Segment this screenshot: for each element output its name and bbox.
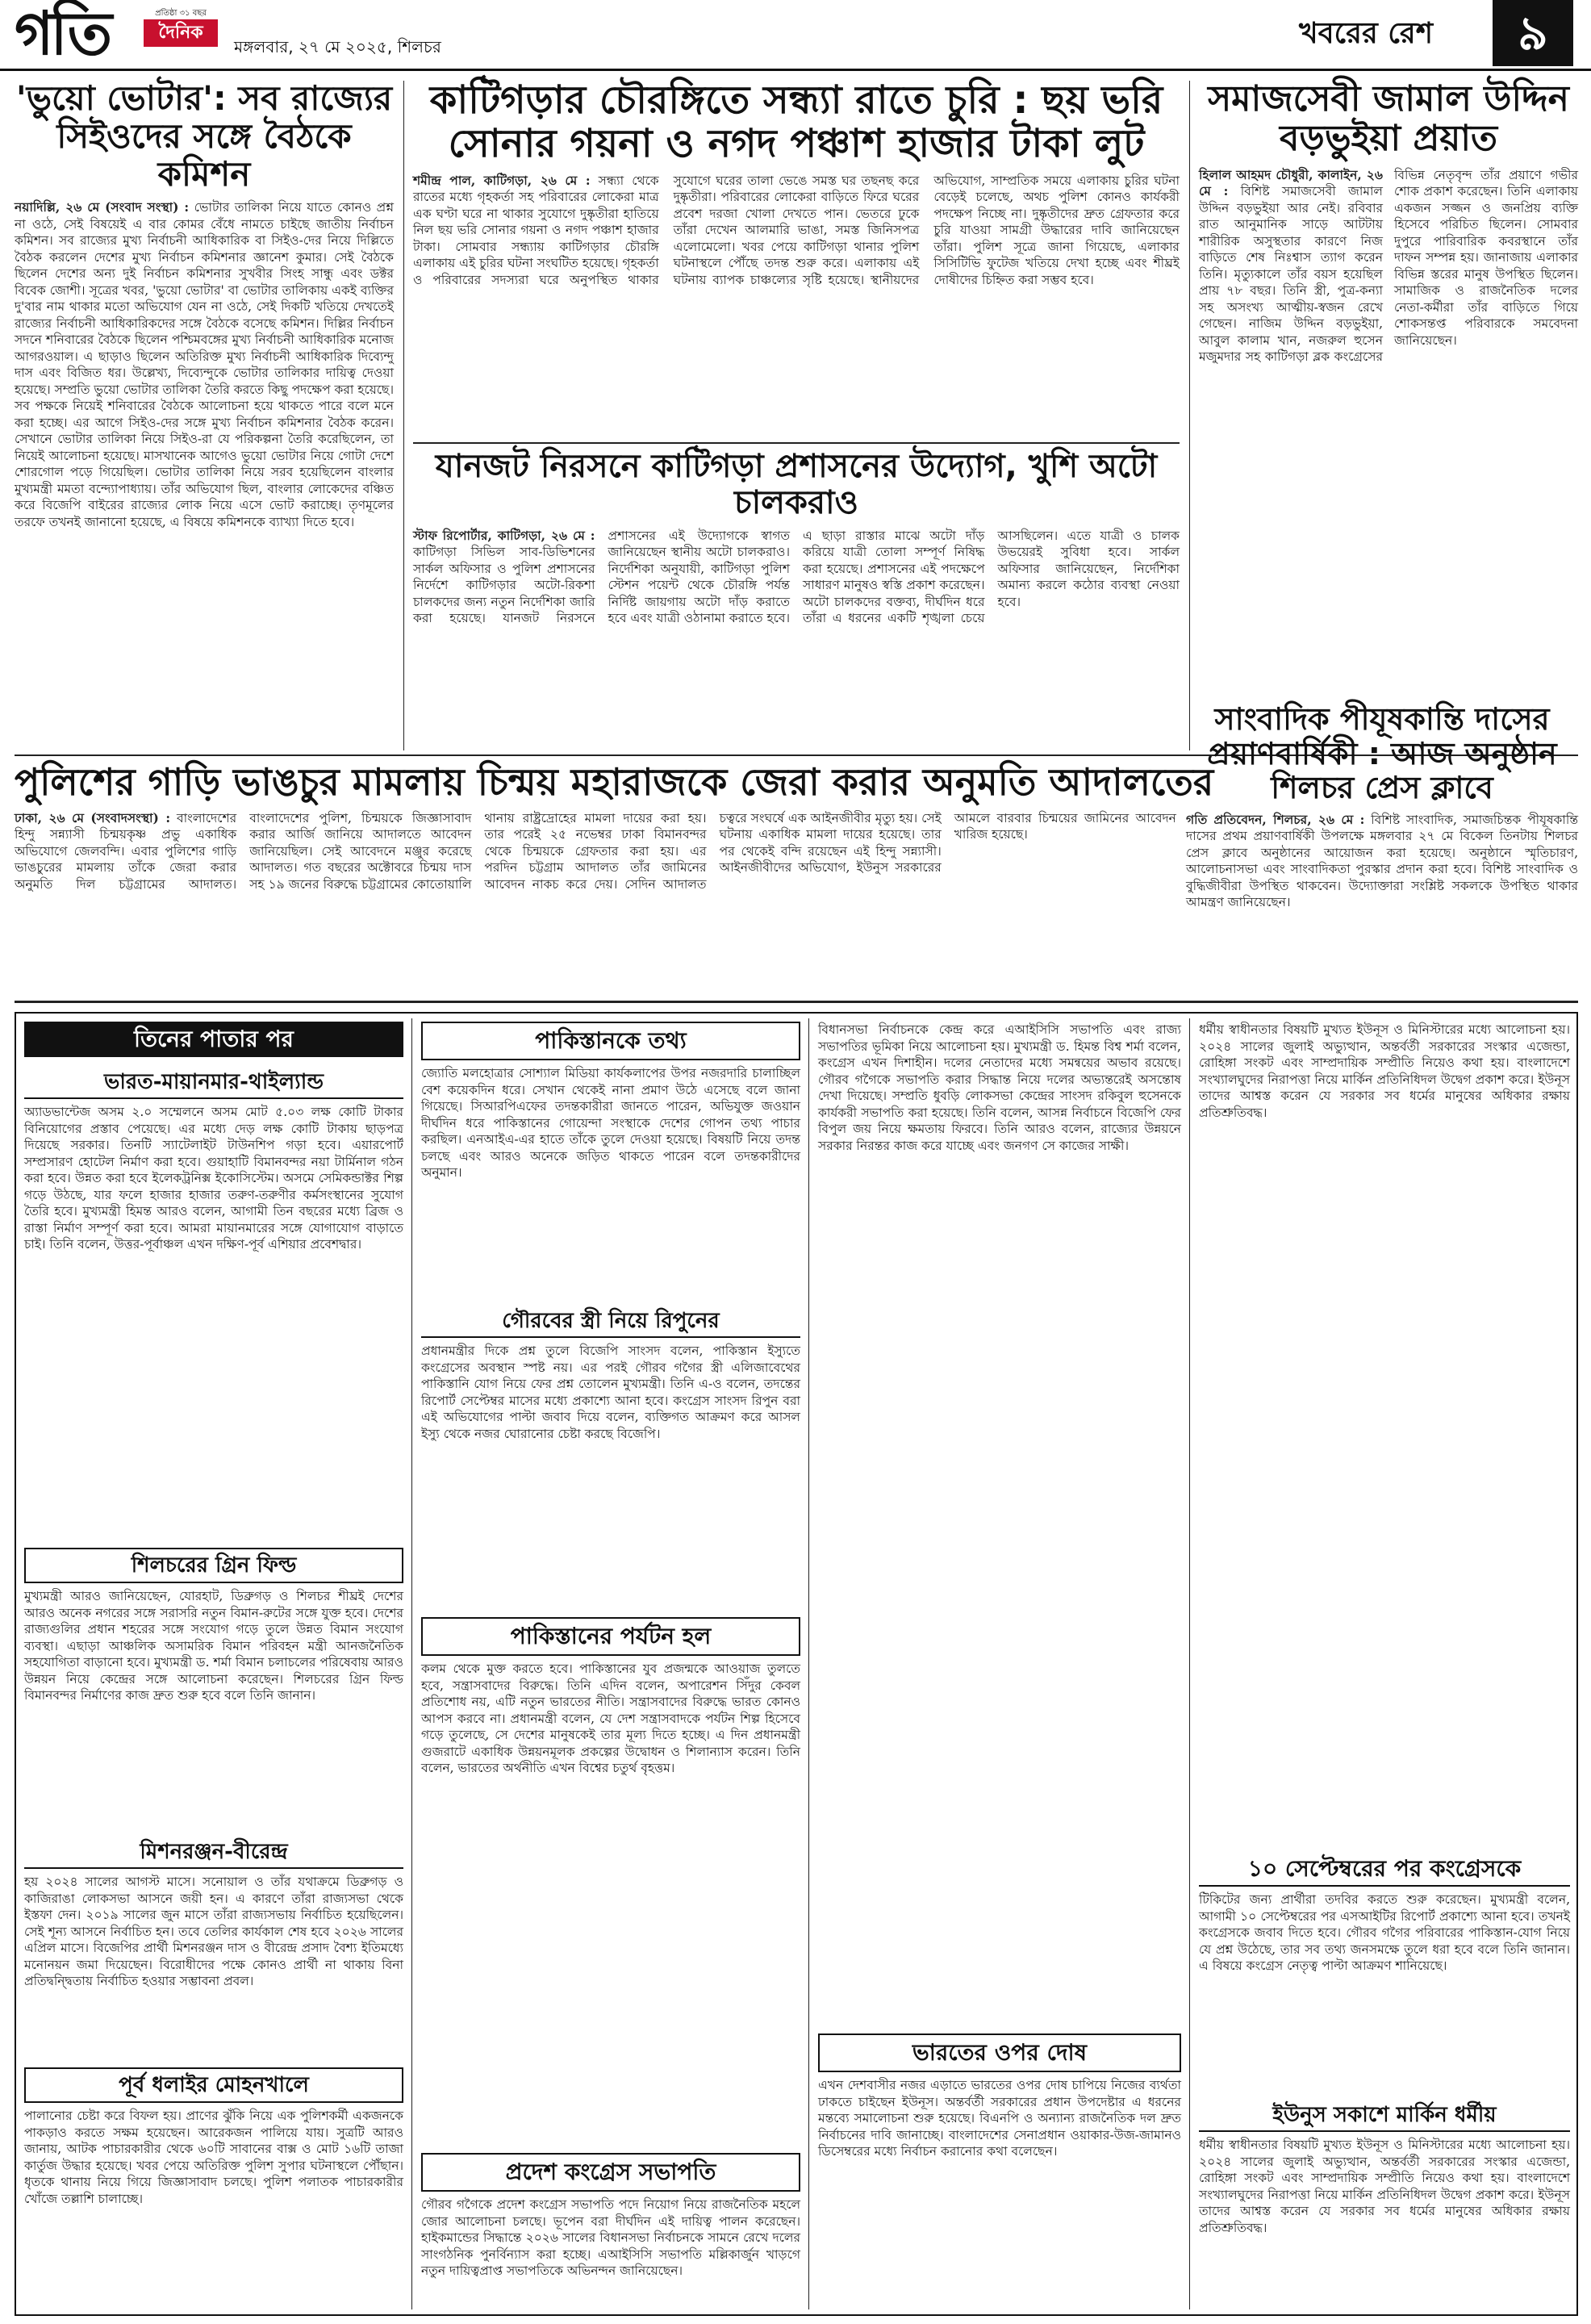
column-rule: [403, 81, 404, 750]
section-body: গৌরব গগৈকে প্রদেশ কংগ্রেস সভাপতি পদে নিয়োগ নিয়ে রাজনৈতিক মহলে জোর আলোচনা চলছে। ভূপেন বরা দীর্ঘদিন এই দায়িত্ব পালন করেছেন। হাইকমান্ডের সিদ্ধান্তে ২০২৬ সালের বিধানসভা নির্বাচনকে সামনে রেখে দলের সাংগঠনিক পুনর্বিন্যাস করা হচ্ছে। এআইসিসি সভাপতি মল্লিকার্জুন খাড়গে নতুন দায়িত্বপ্রাপ্ত সভাপতিকে অভিনন্দন জানিয়েছেন।: [421, 2197, 800, 2278]
continuation-col-3: [818, 1022, 1181, 2309]
newspaper-logo: গতি: [15, 0, 110, 69]
continuation-title: তিনের পাতার পর: [24, 1022, 403, 1057]
section-body: জ্যোতি মলহোত্রার সোশ্যাল মিডিয়া কার্যকলাপের উপর নজরদারি চালাচ্ছিল বেশ কয়েকদিন ধরে। সেখান থেকেই নানা প্রমাণ উঠে এসেছে বলে জানা গিয়েছে। সিআরপিএফের তদন্তকারীরা জানতে পারেন, অভিযুক্ত জওয়ান দীর্ঘদিন ধরে পাকিস্তানের গোয়েন্দা সংস্থাকে দেশের গোপন তথ্য পাচার করছিল। এনআইএ-এর হাতে তাঁকে তুলে দেওয়া হয়েছে। বিষয়টি নিয়ে তদন্ত চলছে এবং আরও অনেকে জড়িত থাকতে পারেন বলে তদন্তকারীদের অনুমান।: [421, 1066, 800, 1180]
article-body: [413, 528, 1180, 738]
section-title: খবরের রেশ: [1299, 17, 1433, 50]
brand-tagline: প্রতিষ্ঠা ৩১ বছর: [155, 9, 207, 18]
page-number: ৯: [1493, 0, 1573, 66]
column-rule: [808, 1018, 809, 2309]
article-body: [413, 173, 1180, 415]
article-piyush: [1186, 702, 1578, 996]
brand-block: [144, 8, 218, 61]
body-text: ভোটার তালিকা নিয়ে যাতে কোনও প্রশ্ন না ওঠে, সেই বিষয়েই এ বার কোমর বেঁধে নামতে চাইছে জাতীয় নির্বাচন কমিশন। সব রাজ্যের মুখ্য নির্বাচনী আধিকারিক বা সিইও-দের নিয়ে দিল্লিতে বৈঠক করলেন দেশের মুখ্য নির্বাচন কমিশনার জ্ঞানেশ কুমার। সেই বৈঠকে ছিলেন দেশের অন্য দুই নির্বাচন কমিশনার সুখবীর সিংহ সান্ধু এবং ডক্টর বিবেক জোশী। সূত্রের খবর, 'ভুয়ো ভোটার' বা ভোটার তালিকায় একই ব্যক্তির দু'বার নাম থাকার মতো অভিযোগ যেন না ওঠে, সেই দিকটি খতিয়ে দেখতেই রাজ্যের নির্বাচনী আধিকারিকদের সঙ্গে বৈঠকে বসেছে কমিশন। দিল্লির নির্বাচন সদনে শনিবারের বৈঠকে ছিলেন পশ্চিমবঙ্গের মুখ্য নির্বাচনী আধিকারিক মনোজ আগরওয়াল। এ ছাড়াও ছিলেন অতিরিক্ত মুখ্য নির্বাচনী আধিকারিক দিব্যেন্দু দাস এবং বিজিত ধর। উল্লেখ্য, দিব্যেন্দুকে ভোটার তালিকার দায়িত্ব দেওয়া হয়েছে। সম্প্রতি ভুয়ো ভোটার তালিকা তৈরি করতে কিছু পদক্ষেপ করা হয়েছে। সব পক্ষকে নিয়েই শনিবারের বৈঠকে আলোচনা হয়ে থাকতে পারে বলে মনে করা হচ্ছে। এর আগে সিইও-দের সঙ্গে মুখ্য নির্বাচন কমিশনার বৈঠক করেন। সেখানে ভোটার তালিকা নিয়ে সিইও-রা যে পরিকল্পনা তৈরি করেছিলেন, তা নিয়েই আলোচনা হয়েছে। মাসখানেক আগেও ভুয়ো ভোটার নিয়ে গোটা দেশে শোরগোল পড়ে গিয়েছিল। ভোটার তালিকা নিয়ে সরব হয়েছিলেন বাংলার মুখ্যমন্ত্রী মমতা বন্দ্যোপাধ্যায়। তাঁর অভিযোগ ছিল, বাংলার লোকেদের বঞ্চিত করে বিজেপি বাইরের রাজ্যের লোক নিয়ে এসে ভোট করাচ্ছে। তৃণমূলের তরফে তখনই জানানো হয়েছে, এ বিষয়ে কমিশনকে ব্যাখ্যা দিতে হবে।: [15, 200, 395, 529]
section-body: মুখ্যমন্ত্রী আরও জানিয়েছেন, যোরহাট, ডিব্রুগড় ও শিলচর শীঘ্রই দেশের আরও অনেক নগরের সঙ্গে সরাসরি নতুন বিমান-রুটের সঙ্গে যুক্ত হবে। দেশের রাজ্যগুলির প্রধান শহরের সঙ্গে সংযোগ গড়ে তুলে উন্নত বিমান সংযোগ ব্যবস্থা। এছাড়া আঞ্চলিক অসামরিক বিমান পরিবহন মন্ত্রী আনজনৈতিক সহযোগিতা বাড়ানো হবে। মুখ্যমন্ত্রী ড. শর্মা বিমান চলাচলের পরিষেবায় আরও উন্নয়ন নিয়ে কেন্দ্রের সঙ্গে আলোচনা করেছেন। শিলচরের গ্রিন ফিল্ড বিমানবন্দর নির্মাণের কাজ দ্রুত শুরু হবে বলে তিনি জানান।: [24, 1589, 403, 1703]
subhead: পাকিস্তানের পর্যটন হল: [421, 1617, 800, 1656]
section-rule: [413, 442, 1180, 444]
headline: সাংবাদিক পীযূষকান্তি দাসের প্রয়াণবার্ষিকী : আজ অনুষ্ঠান শিলচর প্রেস ক্লাবে: [1207, 701, 1557, 806]
body-text: বাংলাদেশের হিন্দু সন্ন্যাসী চিন্ময়কৃষ্ণ প্রভু একাধিক অভিযোগে জেলবন্দি। এবার পুলিশের গাড়ি ভাঙচুরের মামলায় তাঁকে জেরা করার অনুমতি দিল চট্টগ্রামের আদালত। বাংলাদেশের পুলিশ, চিন্ময়কে জিজ্ঞাসাবাদ করার আর্জি জানিয়ে আদালতে আবেদন জানিয়েছিল। সেই আবেদনে মঞ্জুর করেছে আদালত। গত বছরের অক্টোবরে চিন্ময় দাস সহ ১৯ জনের বিরুদ্ধে চট্টগ্রামের কোতোয়ালি থানায় রাষ্ট্রদ্রোহের মামলা দায়ের করা হয়। তার পরেই ২৫ নভেম্বর ঢাকা বিমানবন্দর থেকে চিন্ময়কে গ্রেফতার করা হয়। এর পরদিন চট্টগ্রাম আদালত তাঁর জামিনের আবেদন নাকচ করে দেয়। সেদিন আদালত চত্বরে সংঘর্ষে এক আইনজীবীর মৃত্যু হয়। সেই ঘটনায় একাধিক মামলা দায়ের হয়েছে। তার পর থেকেই বন্দি রয়েছেন এই হিন্দু সন্ন্যাসী। আইনজীবীদের অভিযোগ, ইউনুস সরকারের আমলে বারবার চিন্ময়ের জামিনের আবেদন খারিজ হয়েছে।: [15, 810, 1176, 892]
headline: 'ভুয়ো ভোটার': সব রাজ্যের সিইওদের সঙ্গে বৈঠকে কমিশন: [15, 78, 393, 194]
body-text: কাটিগড়া সিভিল সাব-ডিভিশনের সার্কল অফিসার ও পুলিশ প্রশাসনের নির্দেশে কাটিগড়ার অটো-রিকশা চালকদের জন্য নতুন নির্দেশিকা জারি করা হয়েছে। যানজট নিরসনে প্রশাসনের এই উদ্যোগকে স্বাগত জানিয়েছেন স্থানীয় অটো চালকরাও। নির্দেশিকা অনুযায়ী, কাটিগড়া পুলিশ স্টেশন পয়েন্ট থেকে চৌরঙ্গি পর্যন্ত নির্দিষ্ট জায়গায় অটো দাঁড় করাতে হবে এবং যাত্রী ওঠানামা করাতে হবে। এ ছাড়া রাস্তার মাঝে অটো দাঁড় করিয়ে যাত্রী তোলা সম্পূর্ণ নিষিদ্ধ করা হয়েছে। প্রশাসনের এই পদক্ষেপে সাধারণ মানুষও স্বস্তি প্রকাশ করেছেন। অটো চালকদের বক্তব্য, দীর্ঘদিন ধরে তাঁরা এ ধরনের একটি শৃঙ্খলা চেয়ে আসছিলেন। এতে যাত্রী ও চালক উভয়েরই সুবিধা হবে। সার্কল অফিসার জানিয়েছেন, নির্দেশিকা অমান্য করলে কঠোর ব্যবস্থা নেওয়া হবে।: [413, 528, 1180, 626]
article-body: [15, 810, 1176, 986]
article-body: [1186, 812, 1578, 973]
byline: শমীন্দ্র পাল, কাটিগড়া, ২৬ মে :: [413, 172, 591, 188]
byline: ঢাকা, ২৬ মে (সংবাদসংস্থা) :: [15, 809, 171, 826]
byline: গতি প্রতিবেদন, শিলচর, ২৬ মে :: [1186, 811, 1365, 827]
section-body: প্রধানমন্ত্রীর দিকে প্রশ্ন তুলে বিজেপি সাংসদ বলেন, পাকিস্তান ইস্যুতে কংগ্রেসের অবস্থান স্পষ্ট নয়। এর পরই গৌরব গগৈর স্ত্রী এলিজাবেথের পাকিস্তানি যোগ নিয়ে ফের প্রশ্ন তোলেন মুখ্যমন্ত্রী। তিনি এ-ও বলেন, তদন্তের রিপোর্ট সেপ্টেম্বর মাসের মধ্যে প্রকাশ্যে আনা হবে। কংগ্রেস সাংসদ রিপুন বরা এই অভিযোগের পাল্টা জবাব দিয়ে বলেন, ব্যক্তিগত আক্রমণ করে আসল ইস্যু থেকে নজর ঘোরানোর চেষ্টা করছে বিজেপি।: [421, 1344, 800, 1441]
article-jamal-uddin: [1199, 79, 1578, 717]
article-body: [15, 199, 394, 768]
article-chinmoy: [15, 760, 1214, 996]
subhead: শিলচরের গ্রিন ফিল্ড: [24, 1548, 403, 1583]
subhead: গৌরবের স্ত্রী নিয়ে রিপুনের: [421, 1306, 800, 1338]
subhead: পাকিস্তানকে তথ্য: [421, 1022, 800, 1060]
article-body: [1199, 167, 1578, 683]
masthead: [0, 0, 1591, 71]
byline: হিলাল আহমদ চৌধুরী, কালাইন, ২৬ মে :: [1199, 166, 1383, 199]
column-rule: [411, 1018, 412, 2309]
subhead: ইউনুস সকাশে মার্কিন ধর্মীয়: [1199, 2100, 1570, 2132]
byline: নয়াদিল্লি, ২৬ মে (সংবাদ সংস্থা) :: [15, 199, 190, 215]
headline: কাটিগড়ার চৌরঙ্গিতে সন্ধ্যা রাতে চুরি : ছয় ভরি সোনার গয়না ও নগদ পঞ্চাশ হাজার টাকা লুট: [429, 77, 1163, 166]
body-text: বিশিষ্ট সাংবাদিক, সমাজচিন্তক পীযূষকান্তি দাসের প্রথম প্রয়াণবার্ষিকী উপলক্ষে মঙ্গলবার ২৭ মে বিকেল তিনটায় শিলচর প্রেস ক্লাবে অনুষ্ঠানের আয়োজন করা হয়েছে। অনুষ্ঠানে স্মৃতিচারণ, আলোচনাসভা এবং সাংবাদিকতা পুরস্কার প্রদান করা হবে। বিশিষ্ট সাংবাদিক ও বুদ্ধিজীবীরা উপস্থিত থাকবেন। উদ্যোক্তারা সংশ্লিষ্ট সকলকে উপস্থিত থাকার আমন্ত্রণ জানিয়েছেন।: [1186, 812, 1578, 910]
body-text: ধর্মীয় স্বাধীনতার বিষয়টি মুখ্যত ইউনূস ও মিনিস্টারের মধ্যে আলোচনা হয়। ২০২৪ সালের জুলাই অভ্যুত্থান, অন্তর্বর্তী সরকারের সংস্কার এজেন্ডা, রোহিঙ্গা সংকট এবং সাম্প্রদায়িক সম্প্রীতি নিয়েও কথা হয়। বাংলাদেশে সংখ্যালঘুদের নিরাপত্তা নিয়ে মার্কিন প্রতিনিধিদল উদ্বেগ প্রকাশ করে। ইউনূস তাদের আশ্বস্ত করেন যে সরকার সব ধর্মের মানুষের অধিকার রক্ষায় প্রতিশ্রুতিবদ্ধ।: [1199, 1022, 1570, 1120]
subhead: ভারত-মায়ানমার-থাইল্যান্ড: [24, 1067, 403, 1099]
continuation-col-1: [24, 1022, 403, 2309]
article-fake-voter: [15, 79, 394, 749]
body-text: সন্ধ্যা থেকে রাতের মধ্যে গৃহকর্তা সহ পরিবারের লোকেরা মাত্র এক ঘণ্টা ঘরে না থাকার সুযোগে দুষ্কৃতীরা হাতিয়ে নিল ছয় ভরি সোনার গয়না ও নগদ পঞ্চাশ হাজার টাকা। সোমবার সন্ধ্যায় কাটিগড়ার চৌরঙ্গি এলাকায় এই চুরির ঘটনা সংঘটিত হয়েছে। গৃহকর্তা ও পরিবারের সদস্যরা ঘরে অনুপস্থিত থাকার সুযোগে ঘরের তালা ভেঙে সমস্ত ঘর তছনছ করে দুষ্কৃতীরা। পরিবারের লোকেরা বাড়িতে ফিরে ঘরের প্রবেশ দরজা খোলা দেখতে পান। ভেতরে ঢুকে তাঁরা দেখেন আলমারি ভাঙা, সমস্ত জিনিসপত্র এলোমেলো। খবর পেয়ে কাটিগড়া থানার পুলিশ ঘটনাস্থলে পৌঁছে তদন্ত শুরু করে। এলাকায় এই ঘটনায় ব্যাপক চাঞ্চল্যের সৃষ্টি হয়েছে। স্থানীয়দের অভিযোগ, সাম্প্রতিক সময়ে এলাকায় চুরির ঘটনা বেড়েই চলেছে, অথচ পুলিশ কোনও কার্যকরী পদক্ষেপ নিচ্ছে না। দুষ্কৃতীদের দ্রুত গ্রেফতার করে চুরি যাওয়া সামগ্রী উদ্ধারের দাবি জানিয়েছেন তাঁরা। পুলিশ সূত্রে জানা গিয়েছে, এলাকার সিসিটিভি ফুটেজ খতিয়ে দেখা হচ্ছে এবং শীঘ্রই দোষীদের চিহ্নিত করা সম্ভব হবে।: [413, 173, 1180, 287]
headline: যানজট নিরসনে কাটিগড়া প্রশাসনের উদ্যোগ, খুশি অটো চালকরাও: [435, 448, 1158, 521]
byline: স্টাফ রিপোর্টার, কাটিগড়া, ২৬ মে :: [413, 527, 595, 543]
continuation-col-4: [1199, 1022, 1570, 2309]
subhead: প্রদেশ কংগ্রেস সভাপতি: [421, 2153, 800, 2192]
section-body: পালানোর চেষ্টা করে বিফল হয়। প্রাণের ঝুঁকি নিয়ে এক পুলিশকর্মী একজনকে পাকড়াও করতে সক্ষম হয়েছেন। আরেকজন পালিয়ে যায়। সুত্রটি আরও জানায়, আটক পাচারকারীর থেকে ৬০টি সাবানের বাক্স ও মোট ১৬টি তাজা কার্তুজ উদ্ধার হয়েছে। খবর পেয়ে অতিরিক্ত পুলিশ সুপার ঘটনাস্থলে পৌঁছান। ধৃতকে থানায় নিয়ে গিয়ে জিজ্ঞাসাবাদ চলছে। পুলিশ পলাতক পাচারকারীর খোঁজে তল্লাশি চালাচ্ছে।: [24, 2109, 403, 2206]
subhead: পূর্ব ধলাইর মোহনখালে: [24, 2067, 403, 2103]
brand-name: দৈনিক: [144, 19, 218, 47]
body-text: বিশিষ্ট সমাজসেবী জামাল উদ্দিন বড়ভুইয়া আর নেই। রবিবার রাত আনুমানিক সাড়ে আটটায় শারীরিক অসুস্থতার কারণে নিজ বাড়িতে শেষ নিঃশ্বাস ত্যাগ করেন তিনি। মৃত্যুকালে তাঁর বয়স হয়েছিল প্রায় ৭৮ বছর। তিনি স্ত্রী, পুত্র-কন্যা সহ অসংখ্য আত্মীয়-স্বজন রেখে গেছেন। নাজিম উদ্দিন বড়ভুইয়া, আবুল কালাম খান, নজরুল হুসেন মজুমদার সহ কাটিগড়া ব্লক কংগ্রেসের বিভিন্ন নেতৃবৃন্দ তাঁর প্রয়াণে গভীর শোক প্রকাশ করেছেন। তিনি এলাকায় একজন সজ্জন ও জনপ্রিয় ব্যক্তি হিসেবে পরিচিত ছিলেন। সোমবার দুপুরে পারিবারিক কবরস্থানে তাঁর দাফন সম্পন্ন হয়। জানাজায় এলাকার বিভিন্ন স্তরের মানুষ উপস্থিত ছিলেন। সামাজিক ও রাজনৈতিক দলের নেতা-কর্মীরা তাঁর বাড়িতে গিয়ে শোকসন্তপ্ত পরিবারকে সমবেদনা জানিয়েছেন।: [1199, 167, 1578, 365]
column-rule: [1189, 1018, 1190, 2309]
headline: সমাজসেবী জামাল উদ্দিন বড়ভুইয়া প্রয়াত: [1208, 78, 1569, 160]
section-rule: [15, 1001, 1578, 1003]
section-body: বিধানসভা নির্বাচনকে কেন্দ্র করে এআইসিসি সভাপতি এবং রাজ্য সভাপতির ভূমিকা নিয়ে আলোচনা হয়। মুখ্যমন্ত্রী ড. হিমন্ত বিশ্ব শর্মা বলেন, কংগ্রেস এখন দিশাহীন। দলের নেতাদের মধ্যে সমন্বয়ের অভাব রয়েছে। গৌরব গগৈকে সভাপতি করার সিদ্ধান্ত নিয়ে দলের অভ্যন্তরেই অসন্তোষ দেখা দিয়েছে। সম্প্রতি ধুবড়ি লোকসভা কেন্দ্রের সাংসদ রকিবুল হুসেনকে কার্যকরী সভাপতি করা হয়েছে। তিনি বলেন, আসন্ন নির্বাচনে বিজেপি ফের বিপুল জয় নিয়ে ক্ষমতায় ফিরবে। তিনি আরও বলেন, রাজ্যের উন্নয়নে সরকার নিরন্তর কাজ করে যাচ্ছে এবং জনগণ সে কাজের সাক্ষী।: [818, 1022, 1181, 1153]
subhead: মিশনরঞ্জন-বীরেন্দ্র: [24, 1837, 403, 1869]
section-body: টিকিটের জন্য প্রার্থীরা তদবির করতে শুরু করেছেন। মুখ্যমন্ত্রী বলেন, আগামী ১০ সেপ্টেম্বরের পর এসআইটির রিপোর্ট প্রকাশ্যে আনা হবে। তখনই কংগ্রেসকে জবাব দিতে হবে। গৌরব গগৈর পরিবারের পাকিস্তান-যোগ নিয়ে যে প্রশ্ন উঠেছে, তার সব তথ্য জনসমক্ষে তুলে ধরা হবে বলে তিনি জানান। এ বিষয়ে কংগ্রেস নেতৃত্ব পাল্টা আক্রমণ শানিয়েছে।: [1199, 1892, 1570, 1973]
section-body: ধর্মীয় স্বাধীনতার বিষয়টি মুখ্যত ইউনূস ও মিনিস্টারের মধ্যে আলোচনা হয়। ২০২৪ সালের জুলাই অভ্যুত্থান, অন্তর্বর্তী সরকারের সংস্কার এজেন্ডা, রোহিঙ্গা সংকট এবং সাম্প্রদায়িক সম্প্রীতি নিয়েও কথা হয়। বাংলাদেশে সংখ্যালঘুদের নিরাপত্তা নিয়ে মার্কিন প্রতিনিধিদল উদ্বেগ প্রকাশ করে। ইউনূস তাদের আশ্বস্ত করেন যে সরকার সব ধর্মের মানুষের অধিকার রক্ষায় প্রতিশ্রুতিবদ্ধ।: [1199, 2138, 1570, 2235]
article-katigorah-theft: [413, 79, 1180, 434]
column-rule: [1189, 81, 1190, 750]
section-body: অ্যাডভান্টেজ অসম ২.০ সম্মেলনে অসম মোট ৫.০৩ লক্ষ কোটি টাকার বিনিয়োগের প্রস্তাব পেয়েছে। এর মধ্যে দেড় লক্ষ কোটি টাকায় ছাড়পত্র দিয়েছে সরকার। তিনটি স্যাটেলাইট টাউনশিপ গড়া হবে। এয়ারপোর্ট সম্প্রসারণ হোটেল নির্মাণ করা হবে। গুয়াহাটি বিমানবন্দর নয়া টার্মিনাল গঠন করা হবে। উন্নত করা হবে ইলেকট্রনিক্স ইকোসিস্টেম। অসমে সেমিকন্ডাক্টর শিল্প গড়ে উঠছে, যার ফলে হাজার হাজার তরুণ-তরুণীর কর্মসংস্থানের সুযোগ তৈরি হবে। মুখ্যমন্ত্রী হিমন্ত আরও বলেন, আগামী তিন বছরের মধ্যে ব্রিজ ও রাস্তা নির্মাণ সম্পূর্ণ করা হবে। আমরা মায়ানমারের সঙ্গে যোগাযোগ বাড়াতে চাই। তিনি বলেন, উত্তর-পূর্বাঞ্চল এখন দক্ষিণ-পূর্ব এশিয়ার প্রবেশদ্বার।: [24, 1105, 403, 1252]
section-body: হয় ২০২৪ সালের আগস্ট মাসে। সনোয়াল ও তাঁর যথাক্রমে ডিব্রুগড় ও কাজিরাঙা লোকসভা আসনে জয়ী হন। এ কারণে তাঁরা রাজ্যসভা থেকে ইস্তফা দেন। ২০১৯ সালের জুন মাসে তাঁরা রাজ্যসভায় নির্বাচিত হয়েছিলেন। সেই শূন্য আসনে নির্বাচিত হন। তবে তেলির কার্যকাল শেষ হবে ২০২৬ সালের এপ্রিল মাসে। বিজেপির প্রার্থী মিশনরঞ্জন দাস ও বীরেন্দ্র প্রসাদ বৈশ্য ইতিমধ্যে মনোনয়ন জমা দিয়েছেন। বিরোধীদের পক্ষে কোনও প্রার্থী না থাকায় বিনা প্রতিদ্বন্দ্বিতায় নির্বাচিত হওয়ার সম্ভাবনা প্রবল।: [24, 1875, 403, 1988]
continuation-col-2: [421, 1022, 800, 2309]
subhead: ১০ সেপ্টেম্বরের পর কংগ্রেসকে: [1199, 1853, 1570, 1887]
article-auto-drivers: [413, 449, 1180, 723]
dateline: মঙ্গলবার, ২৭ মে ২০২৫, শিলচর: [234, 37, 441, 56]
headline: পুলিশের গাড়ি ভাঙচুর মামলায় চিন্ময় মহারাজকে জেরা করার অনুমতি আদালতের: [15, 760, 1214, 804]
section-body: কলম থেকে মুক্ত করতে হবে। পাকিস্তানের যুব প্রজন্মকে আওয়াজ তুলতে হবে, সন্ত্রাসবাদের বিরুদ্ধে। তিনি এদিন বলেন, অপারেশন সিঁদুর কেবল প্রতিশোধ নয়, এটি নতুন ভারতের নীতি। সন্ত্রাসবাদের বিরুদ্ধে ভারত কোনও আপস করবে না। প্রধানমন্ত্রী বলেন, যে দেশ সন্ত্রাসবাদকে পর্যটন শিল্প হিসেবে গড়ে তুলেছে, সে দেশের মানুষকেই তার মূল্য দিতে হচ্ছে। এ দিন প্রধানমন্ত্রী গুজরাটে একাধিক উন্নয়নমূলক প্রকল্পের উদ্বোধন ও শিলান্যাস করেন। তিনি বলেন, ভারতের অর্থনীতি এখন বিশ্বের চতুর্থ বৃহত্তম।: [421, 1661, 800, 1775]
section-body: [1199, 1022, 1570, 1845]
section-body: এখন দেশবাসীর নজর এড়াতে ভারতের ওপর দোষ চাপিয়ে নিজের ব্যর্থতা ঢাকতে চাইছেন ইউনূস। অন্তর্বর্তী সরকারের প্রধান উপদেষ্টার এ ধরনের মন্তব্যে সমালোচনা শুরু হয়েছে। বিএনপি ও অন্যান্য রাজনৈতিক দল দ্রুত নির্বাচনের দাবি জানাচ্ছে। বাংলাদেশের সেনাপ্রধান ওয়াকার-উজ-জামানও ডিসেম্বরের মধ্যে নির্বাচন করানোর কথা বলেছেন।: [818, 2078, 1181, 2159]
subhead: ভারতের ওপর দোষ: [818, 2034, 1181, 2072]
